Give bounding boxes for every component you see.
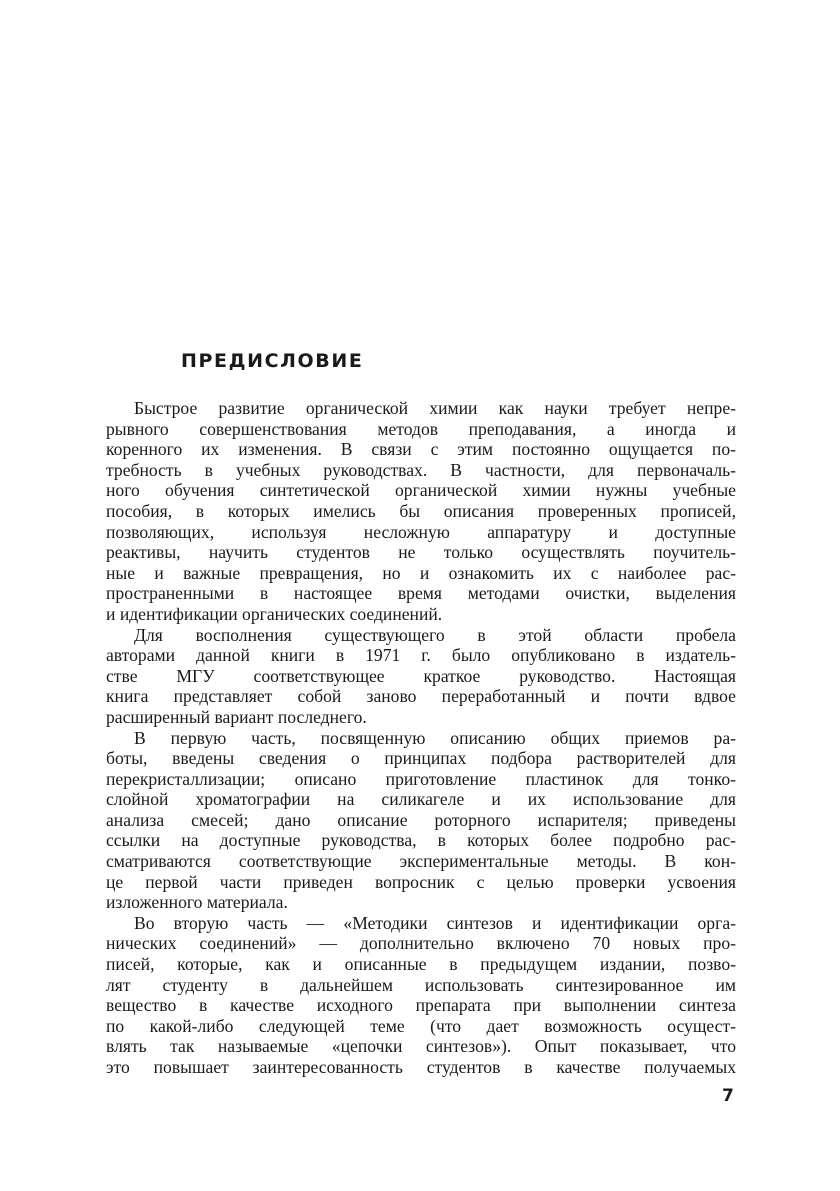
text-line: слойной хроматографии на силикагеле и их использование для	[106, 789, 736, 810]
text-line: коренного их изменения. В связи с этим постоянно ощущается по-	[106, 439, 736, 460]
text-line: анализа смесей; дано описание роторного испарителя; приведены	[106, 809, 736, 830]
text-line: ные и важные превращения, но и ознакомить их с наиболее рас-	[106, 562, 736, 583]
text-line: Быстрое развитие органической химии как науки требует непре-	[134, 398, 736, 418]
text-line: боты, введены сведения о принципах подбора растворителей для	[106, 748, 736, 769]
text-line: требность в учебных руководствах. В частности, для первоначаль-	[106, 459, 736, 480]
text-line: сматриваются соответствующие экспериментальные методы. В кон-	[106, 851, 736, 872]
paragraph-1	[106, 398, 736, 625]
text-line: В первую часть, посвященную описанию общих приемов ра-	[134, 727, 736, 748]
paragraph-4	[106, 913, 736, 1078]
text-line: нических соединений» — дополнительно включено 70 новых про-	[106, 933, 736, 954]
text-line: изложенного материала.	[106, 892, 288, 913]
text-line: вещество в качестве исходного препарата при выполнении синтеза	[106, 995, 736, 1016]
text-line: пространенными в настоящее время методами очистки, выделения	[106, 583, 736, 604]
text-line: Во вторую часть — «Методики синтезов и идентификации орга-	[134, 912, 736, 933]
text-line: стве МГУ соответствующее краткое руководство. Настоящая	[106, 665, 736, 686]
paragraph-3	[106, 728, 736, 913]
paragraph-2	[106, 625, 736, 728]
text-line: ссылки на доступные руководства, в которых более подробно рас-	[106, 830, 736, 851]
text-line: книга представляет собой заново переработанный и почти вдвое	[106, 686, 736, 707]
text-line: влять так называемые «цепочки синтезов»). Опыт показывает, что	[106, 1036, 736, 1057]
page-title: ПРЕДИСЛОВИЕ	[181, 350, 364, 372]
text-line: расширенный вариант последнего.	[106, 706, 367, 727]
text-line: реактивы, научить студентов не только осуществлять поучитель-	[106, 542, 736, 563]
text-line: пособия, в которых имелись бы описания проверенных прописей,	[106, 500, 736, 521]
text-line: рывного совершенствования методов преподавания, а иногда и	[106, 418, 736, 439]
text-line: писей, которые, как и описанные в предыдущем издании, позво-	[106, 954, 736, 975]
text-line: и идентификации органических соединений.	[106, 603, 443, 624]
text-line: лят студенту в дальнейшем использовать синтезированное им	[106, 974, 736, 995]
body-text	[106, 398, 736, 1078]
page-number: 7	[722, 1086, 734, 1106]
text-line: перекристаллизации; описано приготовление пластинок для тонко-	[106, 768, 736, 789]
text-line: це первой части приведен вопросник с целью проверки усвоения	[106, 871, 736, 892]
text-line: позволяющих, используя несложную аппаратуру и доступные	[106, 521, 736, 542]
text-line: это повышает заинтересованность студентов в качестве получаемых	[106, 1057, 736, 1077]
text-line: авторами данной книги в 1971 г. было опубликовано в издатель-	[106, 645, 736, 666]
text-line: Для восполнения существующего в этой области пробела	[134, 624, 736, 645]
text-line: ного обучения синтетической органической химии нужны учебные	[106, 480, 736, 501]
text-line: по какой-либо следующей теме (что дает возможность осущест-	[106, 1015, 736, 1036]
